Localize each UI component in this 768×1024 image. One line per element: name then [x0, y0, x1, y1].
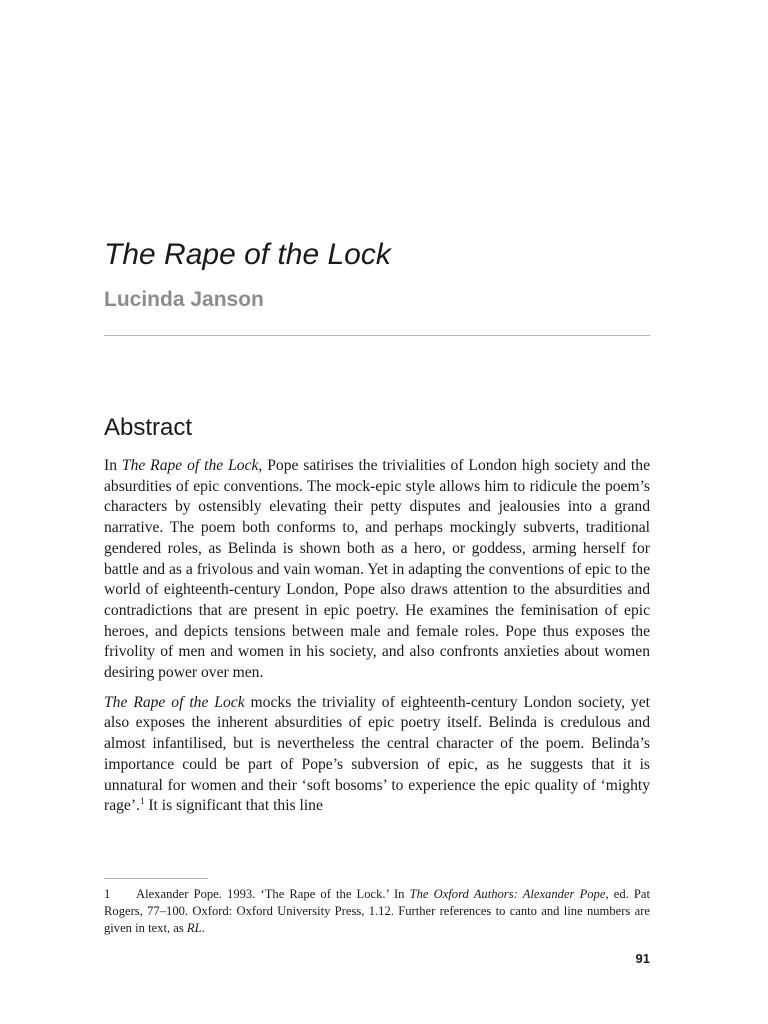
footnote-1	[104, 886, 650, 937]
work-title: The Rape of the Lock	[104, 693, 245, 711]
article-author: Lucinda Janson	[104, 288, 264, 311]
paragraph-text: , Pope satirises the trivialities of London high society and the absurdities of epic conventions. The mock-epic style allows him to ridicule the poem’s characters by ostensibly elevating their petty disputes and jealousies into a grand narrative. The poem both conforms to, and perhaps mockingly subverts, traditional gendered roles, as Belinda is shown both as a hero, or goddess, arming herself for battle and as a frivolous and vain woman. Yet in adapting the conventions of epic to the world of eighteenth-century London, Pope also draws attention to the absurdities and contradictions that are present in epic poetry. He examines the feminisation of epic heroes, and depicts tensions between male and female roles. Pope thus exposes the frivolity of men and women in his society, and also confronts anxieties about women desiring power over men.	[104, 457, 650, 682]
footnote-text-b: , ed. Pat Rogers, 77–100. Oxford: Oxford University Press, 1.12. Further references to canto and line numbers are given in text, as	[104, 887, 650, 935]
paragraph-text: mocks the triviality of eighteenth-century London society, yet also exposes the inherent absurdities of epic poetry itself. Belinda is credulous and almost infantilised, but is nevertheless the central character of the poem. Belinda’s importance could be part of Pope’s subversion of epic, as he suggests that it is unnatural for women and their ‘soft bosoms’ to experience the epic quality of ‘mighty rage’.	[104, 693, 650, 815]
paragraph-lead: In	[104, 457, 122, 474]
article-title: The Rape of the Lock	[104, 238, 391, 271]
footnote-divider	[104, 878, 208, 879]
footnote-text-c: .	[201, 921, 205, 935]
document-page	[104, 0, 650, 1024]
title-divider	[104, 335, 650, 336]
abstract-paragraph-1	[104, 456, 650, 684]
footnote-text-a: Alexander Pope. 1993. ‘The Rape of the Lock.’ In	[136, 887, 410, 901]
footnote-number: 1	[104, 887, 111, 901]
paragraph-tail: It is significant that this line	[144, 797, 323, 815]
footnote-reference[interactable]: 1	[139, 796, 145, 807]
abstract-heading: Abstract	[104, 414, 193, 441]
work-title: The Rape of the Lock	[121, 457, 259, 474]
abstract-paragraph-2	[104, 693, 650, 817]
page-number: 91	[635, 951, 650, 966]
abstract-body	[104, 456, 650, 826]
footnote-book-title: The Oxford Authors: Alexander Pope	[409, 887, 606, 901]
footnote-abbreviation: RL	[186, 921, 202, 935]
